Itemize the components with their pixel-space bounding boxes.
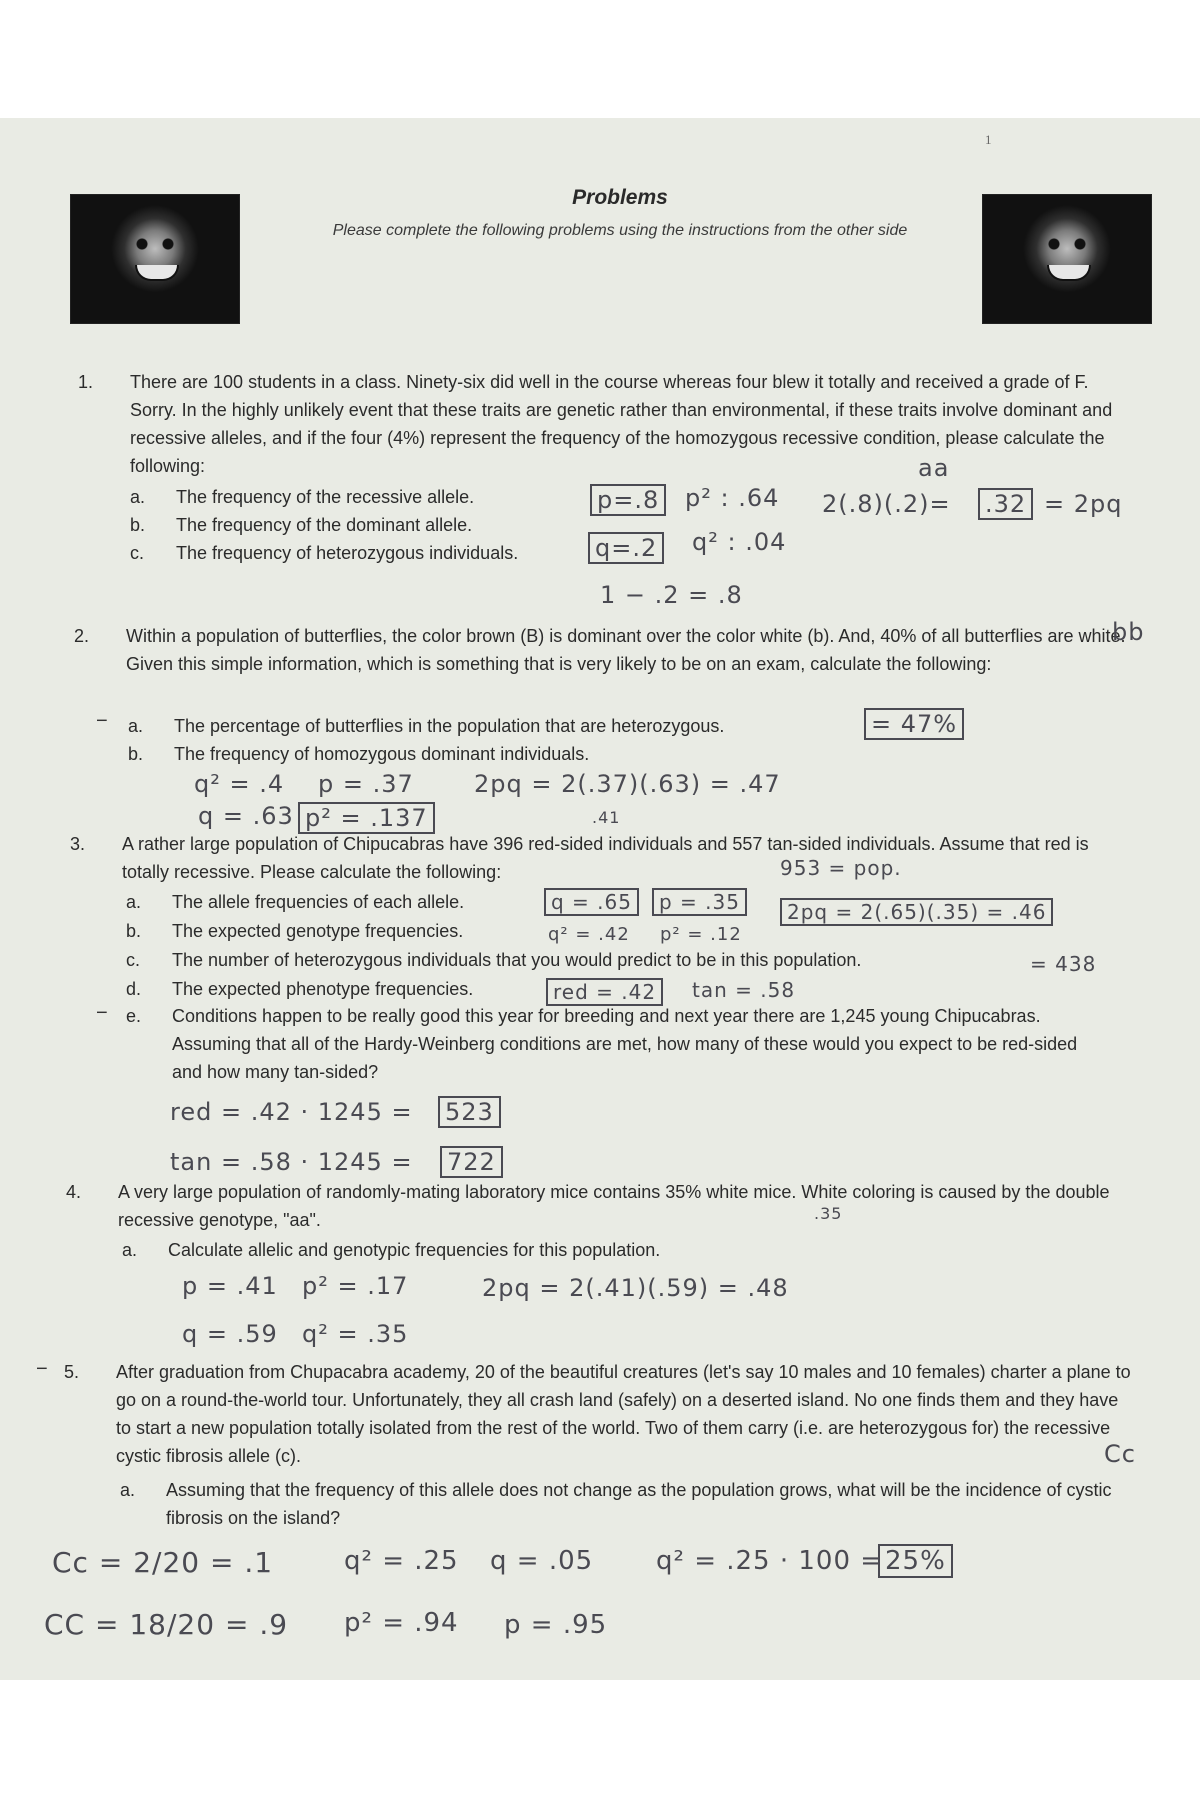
hw-p4-p2: p² = .17 <box>302 1272 409 1300</box>
hw-p4-q: q = .59 <box>182 1320 278 1348</box>
problem-3-part-c: c. The number of heterozygous individuals that you would predict to be in this population. <box>126 950 862 970</box>
page-title: Problems <box>572 186 668 209</box>
problem-3-part-e: e. Conditions happen to be really good this year for breeding and next year there are 1,245 young Chipucabras. Assuming that all of the Hardy-Weinberg conditions are met, how many of these would you expect to be red-sided and how many tan-sided? <box>126 1006 1078 1082</box>
hw-p3-tan: tan = .58 · 1245 = <box>170 1148 413 1176</box>
hw-p1-calc: 1 − .2 = .8 <box>600 581 743 609</box>
hw-p2-q: q = .63 <box>198 802 294 830</box>
hw-p3-het: = 438 <box>1030 952 1097 976</box>
problem-text: Within a population of butterflies, the color brown (B) is dominant over the color white (b). And, 40% of all butterflies are white. Given this simple information, which is something that is very likely to be on an exam, calculate the following: <box>126 626 1126 674</box>
hw-p4-q2: q² = .35 <box>302 1320 409 1348</box>
hw-p3-41: .41 <box>592 808 621 827</box>
problem-5-part-a: a. Assuming that the frequency of this allele does not change as the population grows, what will be the incidence of cystic fibrosis on the island? <box>120 1480 1112 1528</box>
chupacabra-photo-left <box>70 194 240 324</box>
hw-p1-q: q=.2 <box>588 532 664 564</box>
problem-text: After graduation from Chupacabra academy, 20 of the beautiful creatures (let's say 10 males and 10 females) charter a plane to go on a round-the-world tour. Unfortunately, they all crash land (safely) on a deserted island. No one finds them and they have to start a new population totally isolated from the rest of the world. Two of them carry (i.e. are heterozygous for) the recessive cystic fibrosis allele (c). <box>116 1362 1131 1466</box>
problem-number: 1. <box>78 372 94 392</box>
hw-p5-p2: p² = .94 <box>344 1608 459 1638</box>
problem-2: 2. Within a population of butterflies, the color brown (B) is dominant over the color white (b). And, 40% of all butterflies are white. Given this simple information, which is something that is very likely to be on an exam, calculate the following: <box>74 626 1126 674</box>
hw-p4-2pq: 2pq = 2(.41)(.59) = .48 <box>482 1274 789 1302</box>
hw-p5-q2: q² = .25 <box>344 1546 459 1576</box>
hw-p2-het: = 47% <box>864 708 964 740</box>
hw-p5-cc: Cc <box>1104 1440 1136 1468</box>
hw-p5-Cc: Cc = 2/20 = .1 <box>52 1546 274 1579</box>
hw-p3-2pq: 2pq = 2(.65)(.35) = .46 <box>780 898 1053 926</box>
problem-text: A rather large population of Chipucabras have 396 red-sided individuals and 557 tan-sided individuals. Assume that red is totally recessive. Please calculate the following: <box>122 834 1089 882</box>
hw-p5-inc: q² = .25 · 100 = <box>656 1546 884 1576</box>
problem-3-part-a: a. The allele frequencies of each allele. <box>126 892 465 912</box>
problem-1-part-c: c. The frequency of heterozygous individuals. <box>130 543 519 563</box>
hw-p3-pheno-red: red = .42 <box>546 978 663 1006</box>
problem-3-part-d: d. The expected phenotype frequencies. <box>126 979 474 999</box>
worksheet-page: 1 Problems Please complete the following problems using the instructions from the other side 1. There are 100 students in a class. Ninety-six did well in the course whereas four blew it totally and received a grade of F. Sorry. In the highly unlikely event that these traits are genetic rather than environmental, if these traits involve dominant and recessive alleles, and if the four (4%) represent the frequency of the homozygous recessive condition, please calculate the following: a. The frequency of the recessive allele. b. The frequency of the dominant allele. c. The frequency of heterozygous individuals. aa p=.8 p² : .64 2(.8)(.2)= .32 = 2pq q=.2 q² : .04 1 − .2 = .8 2. Within a population of butterflies, the color brown (B) is dominant over the color white (b). And, 40% of all butterflies are white. Given this simple information, which is something that is very likely to be on an exam, calculate the following: − a. The percentage of butterflies in the population that are heterozygous. b. The frequency of homozygous dominant individuals. bb = 47% q² = .4 p = .37 2pq = 2(.37)(.63) = .47 q = .63 p² = .137 3. A rather large population of Chipucabras have 396 red-sided individuals and 557 tan-sided individuals. Assume that red is totally recessive. Please calculate the following: a. The allele frequencies of each allele. b. The expected genotype frequencies. c. The number of heterozygous individuals that you would predict to be in this population. d. The expected phenotype frequencies. − e. Conditions happen to be really good this year for breeding and next year there are 1,245 young Chipucabras. Assuming that all of the Hardy-Weinberg conditions are met, how many of these would you expect to be red-sided and how many tan-sided? .41 953 = pop. q = .65 p = .35 2pq = 2(.65)(.35) = .46 q² = .42 p² = .12 = 438 red = .42 tan = .58 red = .42 · 1245 = 523 tan = .58 · 1245 = 722 4. A very large population of randomly-mating laboratory mice contains 35% white mice. White coloring is caused by the double recessive genotype, "aa". a. Calculate allelic and genotypic frequencies for this population. .35 p = .41 p² = .17 2pq = 2(.41)(.59) = .48 q = .59 q² = .35 − 5. After graduation from Chupacabra academy, 20 of the beautiful creatures (let's say 10 males and 10 females) charter a plane to go on a round-the-world tour. Unfortunately, they all crash land (safely) on a deserted island. No one finds them and they have to start a new population totally isolated from the rest of the world. Two of them carry (i.e. are heterozygous for) the recessive cystic fibrosis allele (c). a. Assuming that the frequency of this allele does not change as the population grows, what will be the incidence of cystic fibrosis on the island? Cc Cc = 2/20 = .1 q² = .25 q = .05 q² = .25 · 100 = 25% CC = 18/20 = .9 p² = .94 p = .95 <box>0 118 1200 1680</box>
problem-1 <box>78 368 1130 480</box>
page-corner-mark: 1 <box>985 132 992 147</box>
hw-p5-q: q = .05 <box>490 1546 594 1576</box>
hw-p3-q2: q² = .42 <box>548 924 630 945</box>
hw-p3-red: red = .42 · 1245 = <box>170 1098 413 1126</box>
problem-text: There are 100 students in a class. Ninety-six did well in the course whereas four blew it totally and received a grade of F. Sorry. In the highly unlikely event that these traits are genetic rather than environmental, if these traits involve dominant and recessive alleles, and if the four (4%) represent the frequency of the homozygous recessive condition, please calculate the following: <box>130 372 1113 476</box>
hw-p3-q: q = .65 <box>544 888 639 916</box>
hw-p5-p: p = .95 <box>504 1610 608 1640</box>
hw-p3-tan-box: 722 <box>440 1146 503 1178</box>
problem-4: 4. A very large population of randomly-mating laboratory mice contains 35% white mice. White coloring is caused by the double recessive genotype, "aa". <box>66 1182 1110 1230</box>
problem-5: 5. After graduation from Chupacabra academy, 20 of the beautiful creatures (let's say 10 males and 10 females) charter a plane to go on a round-the-world tour. Unfortunately, they all crash land (safely) on a deserted island. No one finds them and they have to start a new population totally isolated from the rest of the world. Two of them carry (i.e. are heterozygous for) the recessive cystic fibrosis allele (c). <box>64 1362 1131 1466</box>
hw-p1-q2: q² : .04 <box>692 528 787 556</box>
problem-2-part-a: a. The percentage of butterflies in the population that are heterozygous. <box>128 716 725 736</box>
hw-p3-red-box: 523 <box>438 1096 501 1128</box>
hw-p3-p2: p² = .12 <box>660 924 742 945</box>
worksheet-header <box>275 186 965 243</box>
page-subtitle: Please complete the following problems using the instructions from the other side <box>332 222 908 239</box>
hw-p5-inc-box: 25% <box>878 1544 953 1578</box>
hw-p4-35: .35 <box>814 1204 843 1223</box>
hw-p1-2pq-box: .32 <box>978 488 1033 520</box>
hw-p3-pheno-tan: tan = .58 <box>692 978 796 1002</box>
hw-p1-2pq: 2(.8)(.2)= <box>822 490 951 518</box>
hw-p2-bb: bb <box>1112 618 1145 646</box>
hw-p1-2pq-label: = 2pq <box>1044 490 1123 518</box>
hw-p4-p: p = .41 <box>182 1272 278 1300</box>
chupacabra-photo-right <box>982 194 1152 324</box>
problem-2-part-b: b. The frequency of homozygous dominant individuals. <box>128 744 590 764</box>
hw-p1-p2: p² : .64 <box>685 484 780 512</box>
problem-3-part-b: b. The expected genotype frequencies. <box>126 921 464 941</box>
hw-p3-pop: 953 = pop. <box>780 856 902 880</box>
problem-4-part-a: a. Calculate allelic and genotypic frequencies for this population. <box>122 1240 661 1260</box>
hw-p2-p2: p² = .137 <box>298 802 435 834</box>
hw-p2-2pq: 2pq = 2(.37)(.63) = .47 <box>474 770 781 798</box>
hw-p1-aa: aa <box>918 454 950 482</box>
hw-p3-p: p = .35 <box>652 888 747 916</box>
hw-p5-CC: CC = 18/20 = .9 <box>44 1608 289 1641</box>
problem-3: 3. A rather large population of Chipucabras have 396 red-sided individuals and 557 tan-sided individuals. Assume that red is totally recessive. Please calculate the following: <box>70 834 1089 882</box>
hw-p1-p: p=.8 <box>590 484 666 516</box>
hw-p2-q2: q² = .4 <box>194 770 285 798</box>
problem-1-part-a: a. The frequency of the recessive allele. <box>130 487 475 507</box>
problem-text: A very large population of randomly-mating laboratory mice contains 35% white mice. White coloring is caused by the double recessive genotype, "aa". <box>118 1182 1110 1230</box>
problem-1-part-b: b. The frequency of the dominant allele. <box>130 515 473 535</box>
hw-p2-p: p = .37 <box>318 770 414 798</box>
